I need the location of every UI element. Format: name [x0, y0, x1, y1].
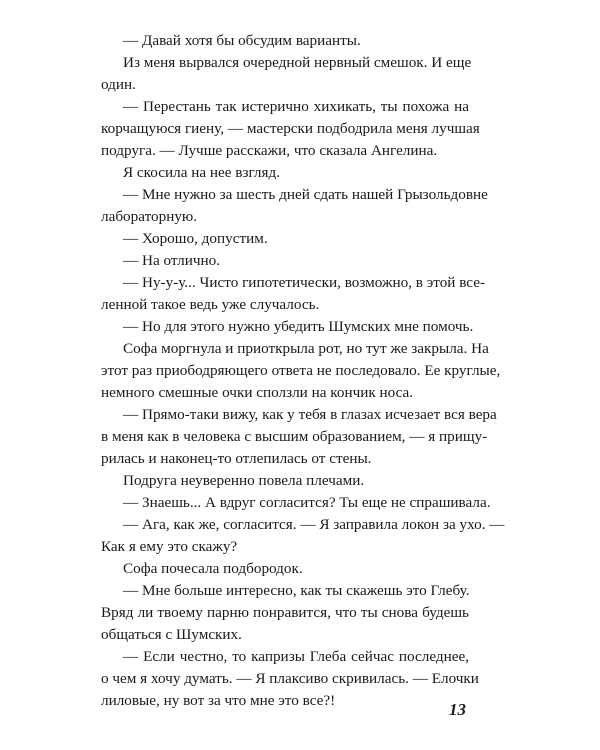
text-line: корчащуюся гиену, — мастерски подбодрила меня лучшая [101, 120, 480, 137]
text-line: — Хорошо, допустим. [123, 230, 268, 247]
text-line: Как я ему это скажу? [101, 538, 238, 555]
text-line: — Давай хотя бы обсудим варианты. [123, 32, 361, 49]
page-number: 13 [449, 700, 466, 719]
text-line: этот раз приободряющего ответа не последовало. Ее круглые, [101, 362, 501, 379]
text-line: — Мне больше интересно, как ты скажешь это Глебу. [123, 582, 470, 599]
text-line: — Мне нужно за шесть дней сдать нашей Грызольдовне [123, 186, 488, 203]
text-line: лиловые, ну вот за что мне это все?! [101, 692, 336, 709]
text-line: — Перестань так истерично хихикать, ты похожа на [123, 98, 469, 115]
text-line: Подруга неуверенно повела плечами. [123, 472, 365, 489]
text-line: немного смешные очки сползли на кончик носа. [101, 384, 414, 401]
text-line: ленной такое ведь уже случалось. [101, 296, 320, 313]
text-line: — Если честно, то капризы Глеба сейчас последнее, [123, 648, 469, 665]
text-line: — Ну-у-у... Чисто гипотетически, возможно, в этой все- [123, 274, 486, 291]
text-line: Из меня вырвался очередной нервный смешок. И еще [123, 54, 472, 71]
text-line: — На отлично. [123, 252, 221, 269]
text-line: — Знаешь... А вдруг согласится? Ты еще не спрашивала. [123, 494, 491, 511]
text-line: Я скосила на нее взгляд. [123, 164, 281, 181]
text-line: лабораторную. [101, 208, 198, 225]
text-line: — Прямо-таки вижу, как у тебя в глазах исчезает вся вера [123, 406, 497, 423]
text-line: общаться с Шумских. [101, 626, 242, 643]
text-line: Софа моргнула и приоткрыла рот, но тут же закрыла. На [123, 340, 489, 357]
text-line: Софа почесала подбородок. [123, 560, 303, 577]
text-line: — Но для этого нужно убедить Шумских мне помочь. [123, 318, 474, 335]
text-line: в меня как в человека с высшим образованием, — я прищу- [101, 428, 488, 445]
text-line: рилась и наконец-то отлепилась от стены. [101, 450, 372, 467]
text-line: Вряд ли твоему парню понравится, что ты снова будешь [101, 604, 469, 621]
text-line: о чем я хочу думать. — Я плаксиво скривилась. — Елочки [101, 670, 479, 687]
text-line: один. [101, 76, 136, 93]
text-line: подруга. — Лучше расскажи, что сказала Ангелина. [101, 142, 438, 159]
text-line: — Ага, как же, согласится. — Я заправила локон за ухо. — [123, 516, 505, 533]
book-page-text [101, 30, 505, 712]
